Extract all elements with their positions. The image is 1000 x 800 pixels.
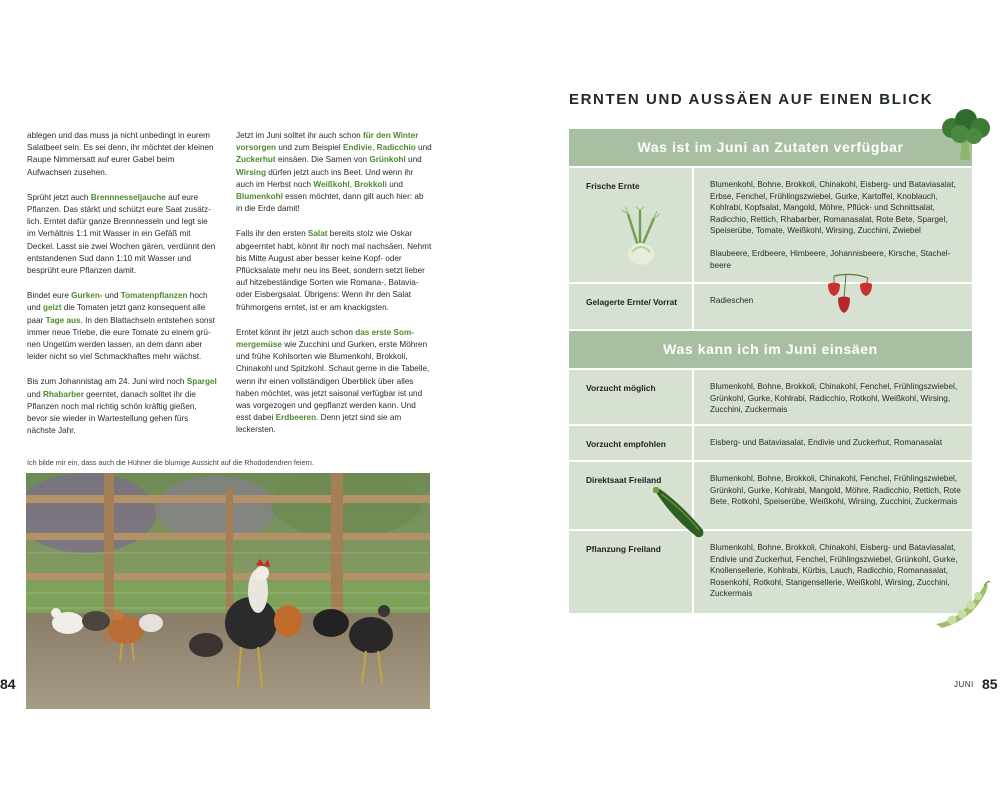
photo-caption: Ich bilde mir ein, dass auch die Hühner die blumige Aussicht auf die Rhododendren feiern. [27,458,314,467]
paragraph: Bis zum Johannistag am 24. Juni wird noch Spargel und Rhabarber geerntet, danach solltet ihr die Pflanzen noch mal richtig schön kräftig gießen, bevor sie wieder in Wartestellung gehen fürs nächste Jahr. [27,377,217,436]
highlighted-term: für den Winter vorsorgen [236,131,419,153]
section-heading-sowing: Was kann ich im Juni einsäen [569,331,972,368]
column-divider [692,531,694,613]
column-divider [692,426,694,460]
column-divider [692,284,694,329]
row-value-text: Blumenkohl, Bohne, Brokkoli, Chinakohl, Fenchel, Frühlingszwiebel, Grünkohl, Gurke, Kohlrabi, Radicchio, Rotkohl, Weißkohl, Wirsing, Zucchini, Zuckermais [710,382,958,415]
page-number-left: 84 [0,676,16,692]
row-value-text: Blumenkohl, Bohne, Brokkoli, Chinakohl, Eisberg- und Bataviasalat, Endivie und Zuckerhut, Fenchel, Frühlingszwiebel, Grünkohl, Gurke, Knollensellerie, Kohlrabi, Kürbis, Lauch, Radicchio, Romanasalat, Rosenkohl, Rotkohl, Stangensellerie, Weißkohl, Wirsing, Zucchini, Zuckermais [710,543,958,599]
highlighted-term: Brennnesseljauche [90,192,166,202]
page-title: ERNTEN UND AUSSÄEN AUF EINEN BLICK [569,91,934,108]
highlighted-term: Grünkohl [369,155,406,165]
table-row-direct-sowing [569,462,972,529]
highlighted-term: Blumenkohl [236,192,283,202]
paragraph: Erntet könnt ihr jetzt auch schon das erste Sommergemüse wie Zucchini und Gurken, erste Möhren und frühe Kohlsorten wie Blumenkohl, Brokkoli, Chinakohl und Spitzkohl. Schaut gerne in die Tabelle, wenn ihr einen vollständigen Überblick über alles haben möchtet, was jetzt saisonal verfügbar ist und was vorgezogen und gepflanzt werden kann. Und esst dabei Erdbeeren. Denn jetzt sind sie am leckersten. [236,327,430,435]
strawberry-icon [822,272,882,318]
broccoli-icon [938,108,994,162]
highlighted-term: das erste Sommergemüse [236,327,414,350]
highlighted-term: Rhabarber [42,389,84,399]
text-column-1 [27,130,217,450]
text-column-2 [236,130,432,450]
row-value-vegetables: Blumenkohl, Bohne, Brokkoli, Chinakohl, Eisberg- und Bataviasalat, Erbse, Fenchel, Frühlingszwiebel, Gurke, Kartoffel, Knoblauch, Kohlrabi, Kopfsalat, Mangold, Möhre, Pflück- und Schnittsalat, Radicchio, Rettich, Rhabarber, Romanasalat, Rote Bete, Spargel, Speiserübe, Tomate, Weißkohl, Wirsing, Zucchini, Zwiebel [710,180,956,236]
fennel-icon [610,206,666,268]
table-row-planting-outdoors [569,531,972,613]
row-value [710,179,965,282]
column-divider [692,370,694,424]
highlighted-term: Zuckerhut [236,155,276,165]
row-label: Frische Ernte [586,181,640,191]
chicken-photo [26,473,430,709]
section-heading-available: Was ist im Juni an Zutaten verfügbar [569,129,972,166]
row-value-text: Blumenkohl, Bohne, Brokkoli, Chinakohl, Fenchel, Frühlingszwiebel, Grünkohl, Gurke, Kohlrabi, Mangold, Möhre, Radicchio, Rettich, Rote Bete, Rotkohl, Speiserübe, Weißkohl, Wirsing, Zucchini, Zuckermais [710,474,961,507]
highlighted-term: Gurken- [71,291,103,301]
highlighted-term: Tage aus [45,315,81,325]
zucchini-icon [651,486,709,542]
paragraph: Bindet eure Gurken- und Tomatenpflanzen hoch und geizt die Tomaten jetzt ganz konsequent alle paar Tage aus. In den Blattachseln entstehen sonst immer neue Triebe, die eure Tomate zu einem grünen Ungetüm werden lassen, an dem dann aber leider nicht so viel Schmackhaftes mehr wächst. [27,291,215,362]
row-label: Direktsaat Freiland [586,475,662,485]
row-label: Gelagerte Ernte/ Vorrat [586,297,678,307]
paragraph: ablegen und das muss ja nicht unbedingt in eurem Salatbeet sein. Es sei denn, ihr möchtet der kleinen Raupe Nimmersatt auf eurer Gabel beim Aufwachsen zusehen. [27,131,214,177]
month-label: JUNI [954,680,974,689]
highlighted-term: Brokkoli [354,179,387,189]
highlighted-term: Erdbeeren [275,413,317,423]
row-value [710,473,965,519]
highlighted-term: Tomatenpflanzen [120,291,188,301]
row-value-text: Eisberg- und Bataviasalat, Endivie und Zuckerhut, Romanasalat [710,438,943,447]
row-label: Vorzucht empfohlen [586,439,666,449]
pea-pod-icon [932,576,992,630]
highlighted-term: Radicchio [376,143,416,153]
highlighted-term: Salat [307,229,328,239]
row-value [710,381,965,427]
highlighted-term: Endivie [342,143,373,153]
row-label: Vorzucht möglich [586,383,656,393]
row-value-fruits: Blaubeere, Erdbeere, Himbeere, Johannisbeere, Kirsche, Stachelbeere [710,248,951,270]
highlighted-term: Spargel [186,377,217,387]
row-label: Pflanzung Freiland [586,544,661,554]
page-number-right: 85 [982,676,998,692]
row-value [710,437,965,460]
paragraph: Sprüht jetzt auch Brennnesseljauche auf eure Pflanzen. Das stärkt und schützt eure Saat zusätzlich. Erntet dafür ganze Brennnesseln und legt sie im Verhältnis 1:1 mit Wasser in ein Gefäß mit Deckel. Lasst sie zwei Wochen gären, verdünnt den entstandenen Sud dann 1:10 mit Wasser und besprüht eure Pflanzen damit. [27,192,216,276]
paragraph: Falls ihr den ersten Salat bereits stolz wie Oskar abgeerntet habt, könnt ihr noch mal nachsäen. Nehmt bis Mitte August aber besser keine Kopf- oder Pflücksalate mehr neu ins Beet, sondern setzt lieber auf hitzebeständige Sorten wie Romana-, Batavia- oder Eisbergsalat. Übrigens: Wenn ihr den Salat frühmorgens erntet, ist er am knackigsten. [236,229,432,312]
row-value-text: Radieschen [710,296,754,305]
table-row-prebreeding-possible [569,370,972,424]
highlighted-term: geizt [42,303,62,313]
table-row-stored-harvest [569,284,972,329]
paragraph: Jetzt im Juni solltet ihr auch schon für den Winter vorsorgen und zum Beispiel Endivie, Radicchio und Zuckerhut einsäen. Die Samen von Grünkohl und Wirsing dürfen jetzt auch ins Beet. Und wenn ihr auch im Herbst noch Weißkohl, Brokkoli und Blumenkohl essen möchtet, dann gilt auch hier: ab in die Erde damit! [236,131,432,214]
highlighted-term: Weißkohl [313,179,350,189]
table-row-prebreeding-recommended [569,426,972,460]
column-divider [692,168,694,282]
highlighted-term: Wirsing [236,167,266,177]
row-value [710,542,965,611]
